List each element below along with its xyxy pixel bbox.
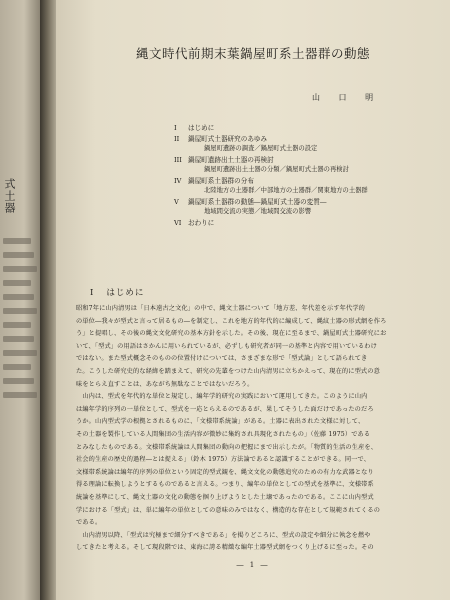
toc-number: VI — [174, 218, 182, 227]
toc-item — [174, 123, 444, 134]
previous-page-line — [3, 252, 34, 258]
body-line: 味をとらえ直すことは、あながち無駄なことではないだろう。 — [76, 380, 254, 388]
previous-page-line — [3, 294, 34, 300]
toc-subitem: 鍋屋町遺跡出土土器の分類／鍋屋町式土器の再検討 — [204, 166, 349, 173]
body-line: その土器を製作している人間集団の生活内容が微妙に集約され具現化されたもの」（佐藤 1975）である — [76, 430, 371, 438]
body-line: う」と提唱し、その後の縄文文化研究の基本方針を示した。その後、現在に至るまで、鍋屋町式土器研究にお — [76, 330, 387, 338]
toc-title: おわりに — [188, 218, 215, 227]
section-title: はじめに — [106, 288, 145, 298]
toc-item — [174, 155, 444, 166]
table-of-contents — [174, 123, 444, 228]
toc-number: I — [174, 124, 177, 132]
previous-page-line — [3, 238, 31, 244]
body-line: 山内は、型式を年代的な単位と規定し、編年学的研究の実践において運用してきた。このように山内 — [76, 393, 368, 401]
section-number: I — [90, 288, 95, 298]
body-line: いて、「型式」の用語はさかんに用いられているが、必ずしも研究者が同一の基準と内容で用いているわけ — [76, 342, 377, 350]
previous-page-line — [3, 364, 31, 370]
previous-page-line — [3, 280, 31, 286]
toc-title: 鍋屋町系土器群の分布 — [188, 176, 254, 185]
article-title: 縄文時代前期末葉鍋屋町系土器群の動態 — [135, 46, 370, 61]
toc-number: III — [174, 155, 182, 164]
body-text — [76, 303, 436, 555]
body-line: うか。山内型式学の根拠とされるものに、「文様帯系統論」がある。土器に表出された文様に対して、 — [76, 418, 365, 426]
body-line: 山内清男以降、「型式は究極まで細分すべきである」を掲りどころに、型式の設定や細分に執念を燃や — [76, 531, 371, 539]
author-name: 山 口 明 — [312, 93, 382, 102]
previous-page-line — [3, 308, 37, 314]
body-line: 社会的生産の歴史的過程―とは捉える」（鈴木 1975）方法論であると認識することができる。同一で、 — [76, 456, 371, 464]
body-line: 得る理論に転換しようとするものであると言える。つまり、編年の単位としての型式を基準に、文様帯系 — [76, 481, 374, 489]
previous-page-line — [3, 336, 34, 342]
body-line: 昭和7年に山内清男は「日本遠古之文化」の中で、縄文土器について「地方差、年代差を示す年代学的 — [76, 305, 366, 312]
body-line: とみなしたものである。文様帯系統論は人間集団の動向の把握にまで出示したが。「物質的生活の生産を、 — [76, 443, 378, 451]
previous-page-edge — [0, 0, 40, 600]
toc-subitem: 北陸地方の土器群／中部地方の土器群／関東地方の土器群 — [204, 187, 368, 194]
body-line: 文様帯系統論は編年的序列の単位という固定的型式観を、縄文文化の動態追究のための有力な武器となり — [76, 468, 374, 476]
previous-page-line — [3, 350, 37, 356]
toc-subitem: 鍋屋町遺跡の調査／鍋屋町式土器の設定 — [204, 145, 318, 152]
section-heading — [90, 286, 144, 298]
toc-item — [174, 218, 444, 229]
body-line: 統論を基準にして、縄文土器の文化の動態を掴り上げようとした土壌であったのである。ここに山内型式 — [76, 493, 374, 501]
toc-number: IV — [174, 176, 182, 185]
toc-title: 鍋屋町遺跡出土土器の再検討 — [188, 155, 274, 164]
previous-page-heading: 式土器 — [3, 178, 16, 214]
article-page — [56, 0, 450, 600]
body-line: の単位―我々が型式と言って居るもの―を制定し、これを地方的年代的に編成して、縄紋土器の形式網を作ろ — [76, 317, 387, 325]
toc-item — [174, 176, 444, 187]
previous-page-line — [3, 266, 37, 272]
previous-page-line — [3, 322, 31, 328]
previous-page-line — [3, 378, 34, 384]
toc-item — [174, 197, 444, 208]
body-line: してきたと考える。そして現段階では、東海に誇る精緻な編年土器型式網をつくり上げるに至った。その — [76, 544, 374, 552]
page-number: ― 1 ― — [236, 561, 270, 569]
toc-number: V — [174, 197, 179, 206]
toc-title: 鍋屋町式土器研究のあゆみ — [188, 134, 268, 143]
body-line: である。 — [76, 519, 102, 527]
body-line: た。こうした研究史的な経緯を踏まえて、研究の先輩をつけた山内清男に立ちかえって、現在的に型式の意 — [76, 367, 380, 375]
toc-number: II — [174, 134, 180, 143]
toc-subitem: 地域間交流の実態／地域間交流の影響 — [204, 208, 312, 215]
toc-title: はじめに — [188, 124, 215, 132]
body-line: は編年学的序列の一単位として、型式を一応とらえるのであるが、果してそうした面だけであったのだろ — [76, 405, 374, 413]
body-line: ではない。また型式概念そのものの位置付けについては、さまざまな形で「型式論」として語られてき — [76, 355, 368, 363]
previous-page-line — [3, 392, 37, 398]
body-line: 学における「型式」は、単に編年の単位としての意味のみではなく、構造的な存在として規範されてくるの — [76, 506, 381, 514]
toc-item — [174, 134, 444, 145]
toc-title: 鍋屋町系土器群の動態―鍋屋町式土器の変質― — [188, 197, 327, 206]
